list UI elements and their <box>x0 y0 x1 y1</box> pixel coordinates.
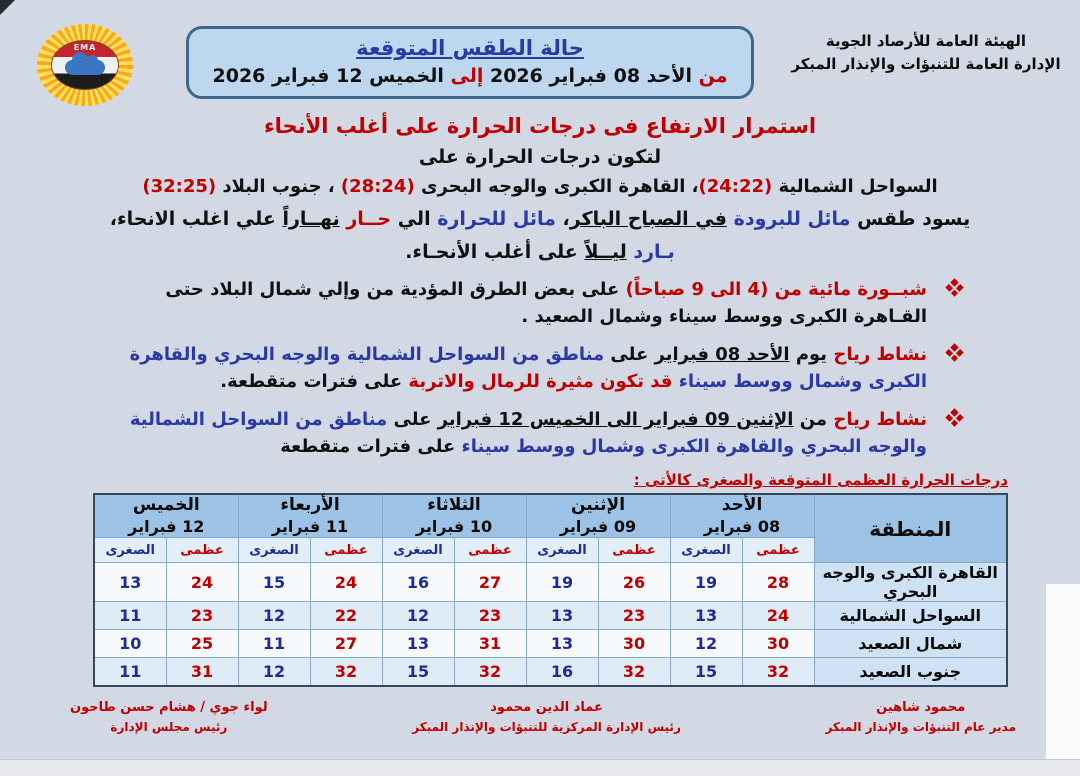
temp-max-cell: 32 <box>742 658 814 687</box>
temp-min-cell: 16 <box>526 658 598 687</box>
day-name: الأربعاء <box>280 495 340 515</box>
temp-min-cell: 13 <box>526 630 598 658</box>
max-label: عظمى <box>454 538 526 563</box>
scan-corner-artifact <box>0 0 15 15</box>
date-range-start: الأحد 08 فبراير 2026 <box>483 65 692 87</box>
temp-max-cell: 24 <box>166 563 238 602</box>
table-day-header-row <box>94 494 1007 538</box>
region-cell: شمال الصعيد <box>814 630 1007 658</box>
date-range-from-word: من <box>692 65 728 87</box>
ema-sun-logo-icon <box>37 24 133 106</box>
temp-max-cell: 25 <box>166 630 238 658</box>
temperature-table <box>93 493 1008 687</box>
scan-edge-strip <box>1046 584 1080 776</box>
temp-max-cell: 31 <box>454 630 526 658</box>
day-header-tuesday <box>382 494 526 538</box>
temp-min-cell: 13 <box>526 602 598 630</box>
seg: ، <box>555 208 570 230</box>
bullet-diamond-icon <box>945 408 963 426</box>
temp-min-cell: 15 <box>238 563 310 602</box>
seg: مائل للبرودة <box>726 208 851 230</box>
temps-value: (24:22) <box>698 176 773 197</box>
temp-min-cell: 12 <box>238 658 310 687</box>
date-range-end: الخميس 12 فبراير 2026 <box>212 65 444 87</box>
seg: على فترات متقطعة <box>280 436 462 457</box>
max-label: عظمى <box>598 538 670 563</box>
temp-min-cell: 11 <box>94 658 166 687</box>
day-name: الأحد <box>721 495 763 515</box>
wind-warning-week-item <box>128 406 964 460</box>
signature-central-admin-head <box>412 698 681 737</box>
day-date: 12 فبراير <box>128 517 205 537</box>
seg: يسود طقس <box>850 208 971 230</box>
signature-name: لواء جوي / هشام حسن طاحون <box>70 700 268 716</box>
seg: ليــلاً <box>584 241 627 263</box>
temp-max-cell: 23 <box>598 602 670 630</box>
temp-min-cell: 13 <box>670 602 742 630</box>
seg: الي <box>391 208 431 230</box>
temp-min-cell: 11 <box>238 630 310 658</box>
seg: على أغلب الأنحـاء. <box>405 241 585 263</box>
day-header-monday <box>526 494 670 538</box>
warnings-list <box>128 276 964 460</box>
region-cell: القاهرة الكبرى والوجه البحري <box>814 563 1007 602</box>
seg: مناطق من السواحل الشمالية والوجه البحري والقاهرة الكبرى وشمال ووسط سيناء <box>129 344 927 392</box>
temp-max-cell: 32 <box>598 658 670 687</box>
department-name: الإدارة العامة للتنبؤات والإنذار المبكر <box>791 55 1061 74</box>
seg: شبــورة مائية من (4 الى 9 صباحاً) <box>625 279 927 300</box>
day-header-wednesday <box>238 494 382 538</box>
signature-title: رئيس مجلس الإدارة <box>110 720 228 735</box>
temps-value: (28:24) <box>340 176 415 197</box>
seg: في الصباح الباكر <box>569 208 727 230</box>
temp-max-cell: 24 <box>742 602 814 630</box>
temp-max-cell: 24 <box>310 563 382 602</box>
day-date: 11 فبراير <box>271 517 349 537</box>
min-label: الصغرى <box>94 538 166 563</box>
logo-area <box>10 22 160 106</box>
seg: يوم <box>789 344 828 365</box>
signature-board-chairman <box>70 698 268 737</box>
day-date: 10 فبراير <box>415 517 493 537</box>
temp-min-cell: 10 <box>94 630 166 658</box>
temps-seg: ، جنوب البلاد <box>216 176 341 197</box>
temp-min-cell: 12 <box>670 630 742 658</box>
day-name: الإثنين <box>570 495 626 515</box>
seg: الأحد 08 فبراير <box>654 344 790 365</box>
fog-warning-item <box>128 276 964 330</box>
region-cell: جنوب الصعيد <box>814 658 1007 687</box>
day-date: 08 فبراير <box>703 517 781 537</box>
temp-min-cell: 19 <box>670 563 742 602</box>
regional-temps-line <box>0 176 1080 197</box>
organization-names <box>780 22 1072 77</box>
min-label: الصغرى <box>238 538 310 563</box>
temp-min-cell: 15 <box>382 658 454 687</box>
temp-max-cell: 28 <box>742 563 814 602</box>
seg: مائل للحرارة <box>430 208 556 230</box>
seg: مناطق من السواحل الشمالية والوجه البحري والقاهرة الكبرى وشمال ووسط سيناء <box>129 409 927 457</box>
min-label: الصغرى <box>382 538 454 563</box>
day-name: الثلاثاء <box>427 495 481 515</box>
seg: قد تكون مثيرة للرمال والاتربة <box>402 371 673 392</box>
seg: الإثنين 09 فبراير الى الخميس 12 فبراير <box>437 409 794 430</box>
forecast-summary <box>0 114 1080 263</box>
signatures-footer <box>0 687 1080 737</box>
min-label: الصغرى <box>526 538 598 563</box>
temp-max-cell: 30 <box>742 630 814 658</box>
signature-title: رئيس الإدارة المركزية للتنبؤات والإنذار المبكر <box>412 720 681 735</box>
authority-name: الهيئة العامة للأرصاد الجوية <box>825 32 1027 50</box>
bulletin-title: حالة الطقس المتوقعة <box>356 36 584 60</box>
temp-max-cell: 27 <box>454 563 526 602</box>
date-range-to-word: إلى <box>443 65 484 87</box>
temp-min-cell: 13 <box>382 630 454 658</box>
seg: نشاط رياح <box>827 344 927 365</box>
temp-min-cell: 13 <box>94 563 166 602</box>
max-label: عظمى <box>310 538 382 563</box>
max-label: عظمى <box>742 538 814 563</box>
forecast-headline: استمرار الارتفاع فى درجات الحرارة على أغلب الأنحاء <box>263 114 817 138</box>
seg: على فترات متقطعة. <box>220 371 403 392</box>
seg: نشاط رياح <box>827 409 927 430</box>
scan-bottom-strip <box>0 759 1080 776</box>
title-box <box>186 26 754 99</box>
forecast-subline: لتكون درجات الحرارة على <box>418 146 662 168</box>
seg: حــار <box>339 208 392 230</box>
wind-warning-sunday-item <box>128 341 964 395</box>
table-row <box>94 602 1007 630</box>
region-cell: السواحل الشمالية <box>814 602 1007 630</box>
seg: من <box>793 409 828 430</box>
signature-director-general <box>825 698 1016 737</box>
table-intro: درجات الحرارة العظمى المتوقعة والصغرى كالأتى : <box>633 471 1008 489</box>
table-row <box>94 563 1007 602</box>
bullet-diamond-icon <box>945 343 963 361</box>
signature-title: مدير عام التنبؤات والإنذار المبكر <box>825 720 1016 735</box>
date-range <box>199 65 741 87</box>
bullet-diamond-icon <box>945 278 963 296</box>
seg: على <box>604 344 655 365</box>
table-row <box>94 630 1007 658</box>
temp-max-cell: 22 <box>310 602 382 630</box>
ema-logo-core <box>51 40 119 90</box>
temp-max-cell: 32 <box>310 658 382 687</box>
day-name: الخميس <box>132 495 200 515</box>
temp-max-cell: 23 <box>454 602 526 630</box>
temp-max-cell: 31 <box>166 658 238 687</box>
temp-min-cell: 19 <box>526 563 598 602</box>
temp-min-cell: 12 <box>238 602 310 630</box>
day-header-thursday <box>94 494 238 538</box>
seg: نهــاراً <box>282 208 340 230</box>
day-date: 09 فبراير <box>559 517 637 537</box>
table-row <box>94 658 1007 687</box>
seg: على بعض الطرق المؤدية من وإلي شمال البلاد حتى القـاهرة الكبرى ووسط سيناء وشمال الصعيد . <box>165 279 927 327</box>
temp-max-cell: 30 <box>598 630 670 658</box>
temps-seg: ، القاهرة الكبرى والوجه البحرى <box>414 176 699 197</box>
signature-name: محمود شاهين <box>876 700 966 716</box>
temps-seg: السواحل الشمالية <box>772 176 938 197</box>
night-weather-line <box>0 241 1080 263</box>
region-column-header: المنطقة <box>814 494 1007 563</box>
header <box>0 0 1080 106</box>
seg: علي اغلب الانحاء، <box>109 208 283 230</box>
temp-max-cell: 27 <box>310 630 382 658</box>
temp-max-cell: 32 <box>454 658 526 687</box>
temp-min-cell: 15 <box>670 658 742 687</box>
temp-min-cell: 11 <box>94 602 166 630</box>
day-header-sunday <box>670 494 814 538</box>
temp-min-cell: 12 <box>382 602 454 630</box>
ema-logo-text: EMA <box>73 43 97 52</box>
seg: بـارد <box>626 241 675 263</box>
temp-max-cell: 26 <box>598 563 670 602</box>
temp-min-cell: 16 <box>382 563 454 602</box>
min-label: الصغرى <box>670 538 742 563</box>
temps-value: (32:25) <box>142 176 217 197</box>
max-label: عظمى <box>166 538 238 563</box>
temp-max-cell: 23 <box>166 602 238 630</box>
cloud-icon <box>65 60 105 75</box>
seg: على <box>387 409 438 430</box>
signature-name: عماد الدين محمود <box>490 700 603 716</box>
day-weather-line <box>0 208 1080 230</box>
